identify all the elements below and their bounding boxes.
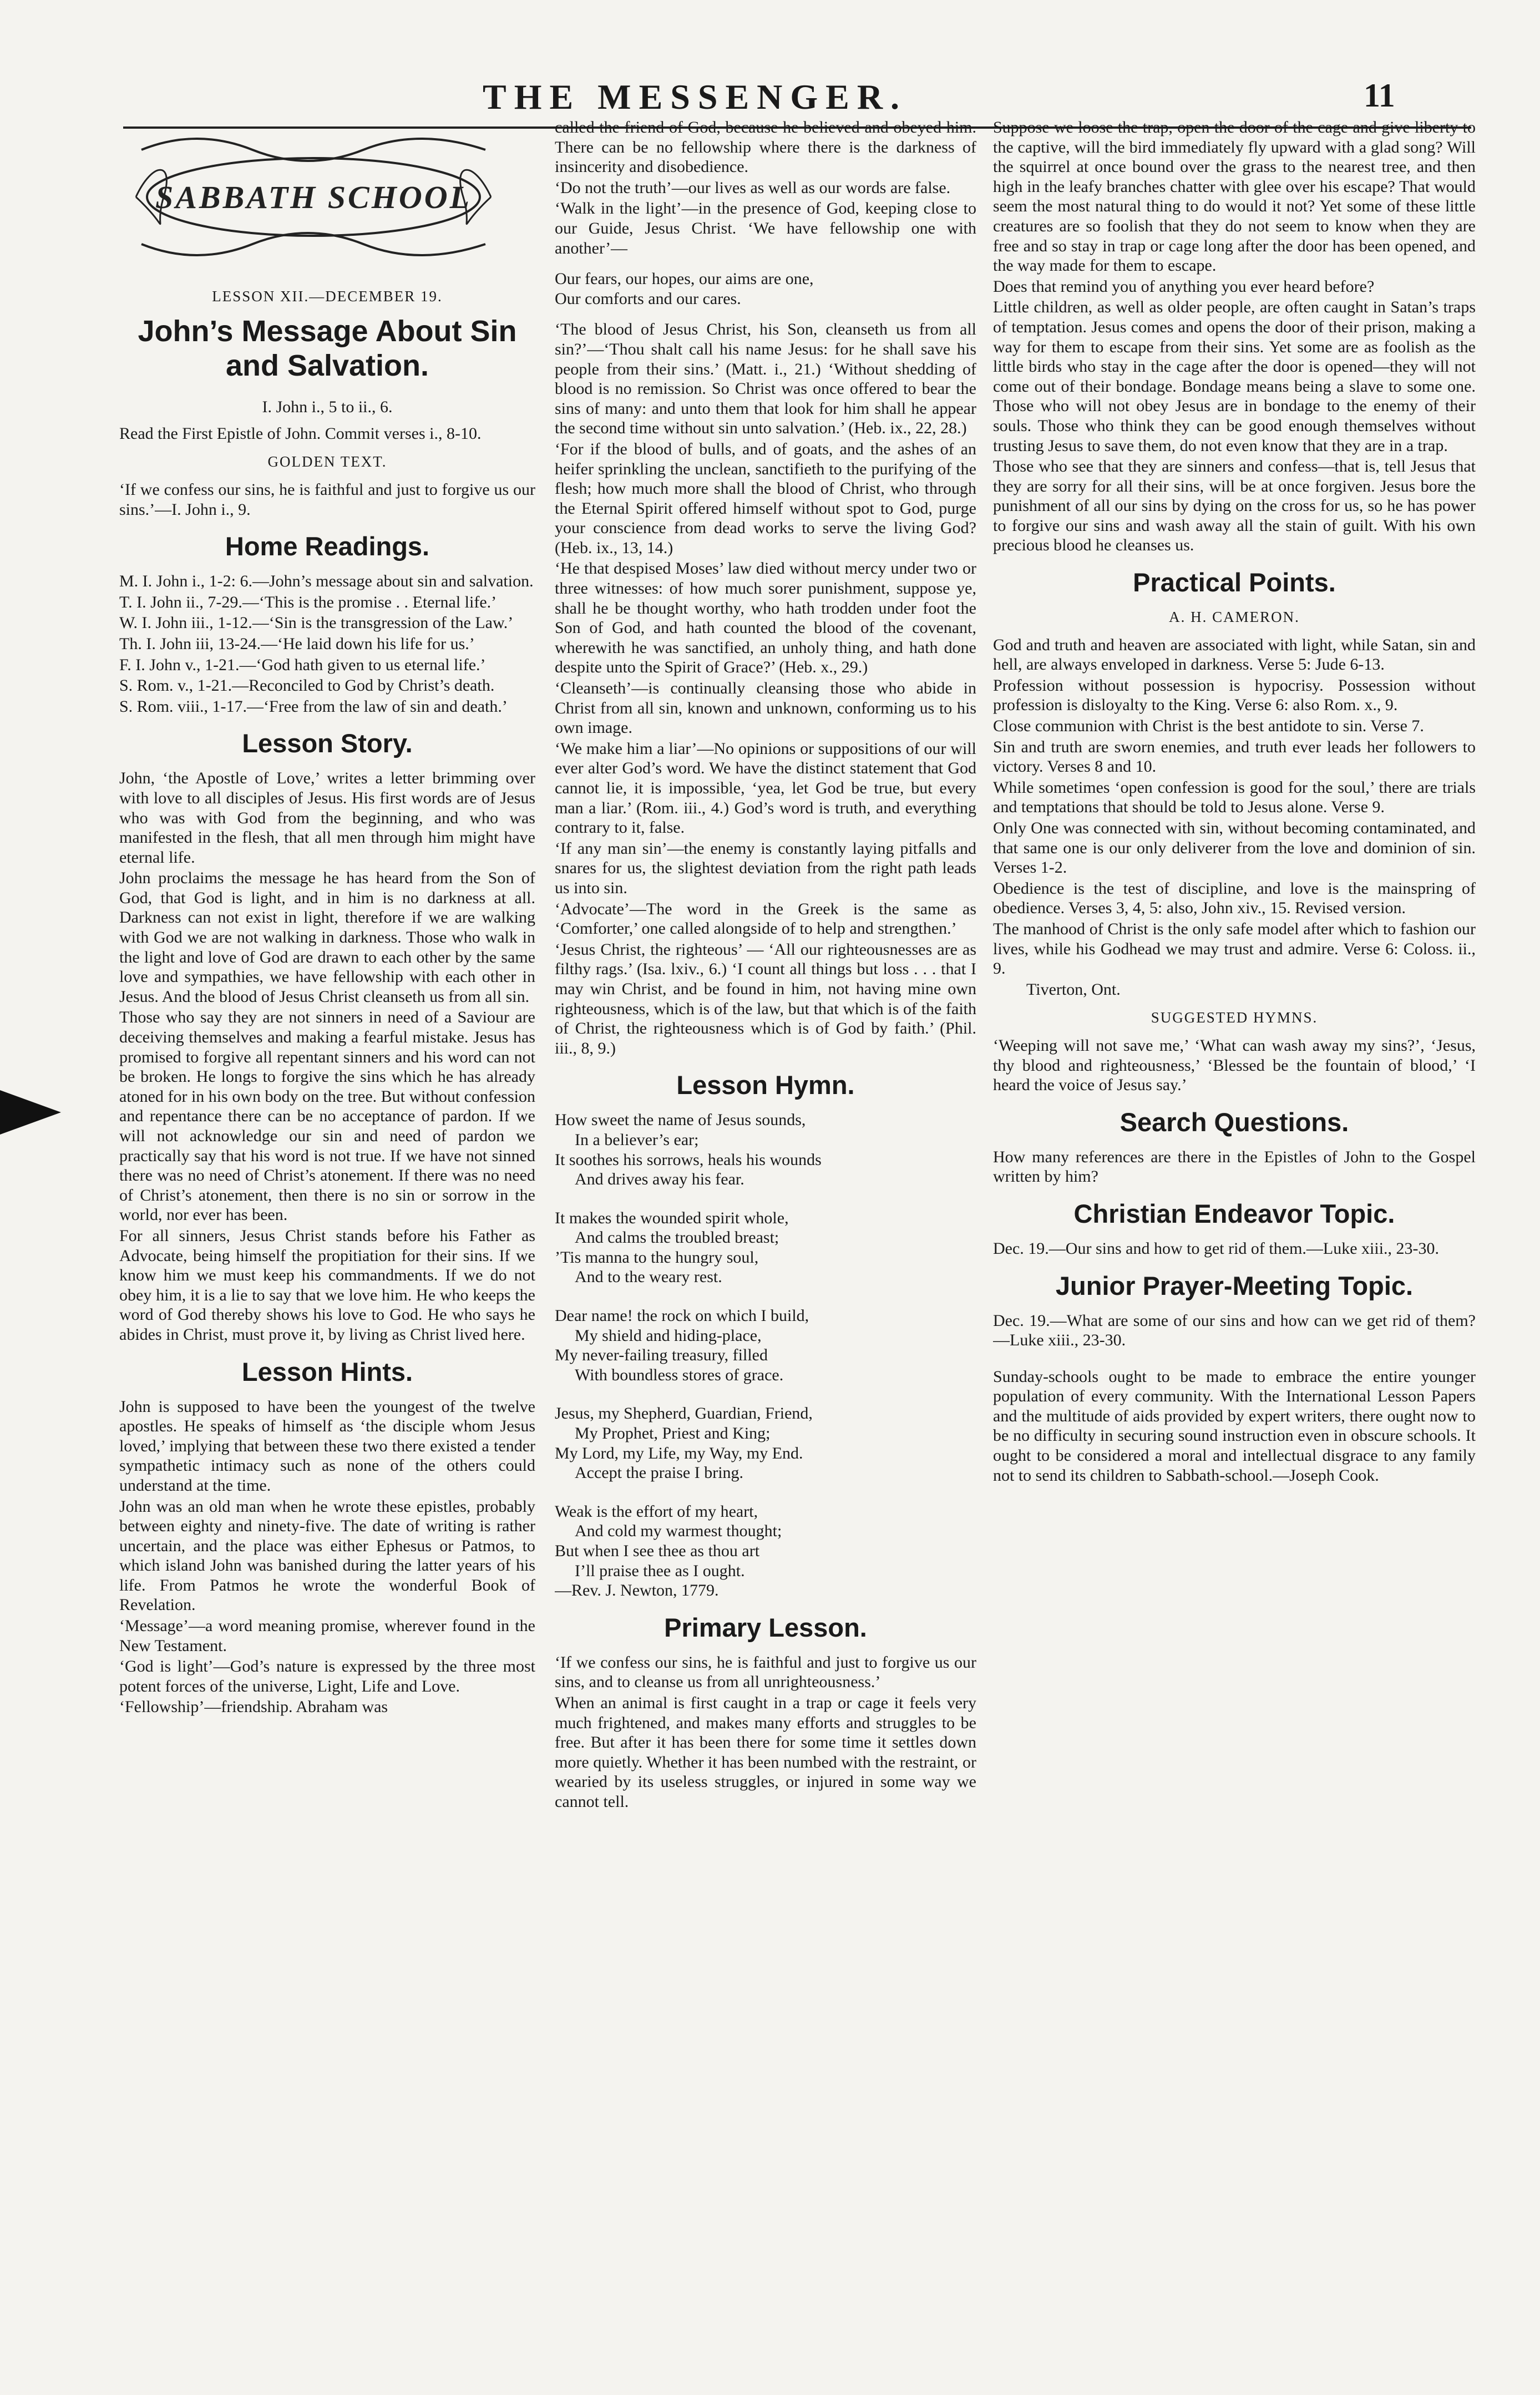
practical-point: Only One was connected with sin, without becoming contaminated, and that same one is our only deliverer from the love and dominion of sin. Verses 1-2. [993,819,1476,877]
closing-paragraph: Sunday-schools ought to be made to embrace the entire younger population of every community. With the International Lesson Papers and the multitude of aids provided by expert writers, there ought now to be no difficulty in securing sound instruction even in obscure schools. It ought to be considered a moral and intellectual disgrace to any family not to send its children to Sabbath-school.—Joseph Cook. [993,1367,1476,1485]
hymn-author: —Rev. J. Newton, 1779. [555,1581,719,1600]
hint-paragraph: ‘Fellowship’—friendship. Abraham was [119,1698,388,1716]
hymn-stanza: Weak is the effort of my heart, And cold my warmest thought; But when I see thee as thou art I’ll praise thee as I ought. [555,1502,782,1580]
christian-endeavor-topic: Dec. 19.—Our sins and how to get rid of them.—Luke xiii., 23-30. [993,1239,1440,1258]
practical-points-heading: Practical Points. [1133,568,1336,598]
practical-point: God and truth and heaven are associated with light, while Satan, sin and hell, are always enveloped in darkness. Verse 5: Jude 6-13. [993,635,1476,674]
lesson-title: John’s Message About Sin and Salvation. [138,315,517,383]
page-number: 11 [1364,77,1395,114]
hint-paragraph: John was an old man when he wrote these epistles, probably between eighty and ninety-five. The date of writing is rather uncertain, and the place was either Ephesus or Patmos, to which island John was banished during the latter years of his life. From Patmos he wrote the wonderful Book of Revelation. [119,1497,535,1614]
primary-lesson-heading: Primary Lesson. [664,1612,867,1642]
reading-item: S. Rom. v., 1-21.—Reconciled to God by Christ’s death. [119,676,495,695]
hint-paragraph: ‘Message’—a word meaning promise, wherever found in the New Testament. [119,1617,535,1655]
hint-paragraph: ‘Cleanseth’—is continually cleansing those who abide in Christ from all sin, known and unknown, conforming us to his own image. [555,679,976,737]
hymn-stanza: Jesus, my Shepherd, Guardian, Friend, My Prophet, Priest and King; My Lord, my Life, my Way, my End. Accept the praise I bring. [555,1404,813,1482]
practical-point: Sin and truth are sworn enemies, and truth ever leads her followers to victory. Verses 8 and 10. [993,737,1476,776]
story-paragraph: For all sinners, Jesus Christ stands before his Father as Advocate, being himself the propitiation for their sins. If we know him we must keep his commandments. If we do not obey him, it is a lie to say that we love him. He who keeps the word of God thereby shows his love to God. He who says he abides in Christ, must prove it, by living as Christ lived here. [119,1226,535,1344]
svg-text:SABBATH SCHOOL: SABBATH SCHOOL [155,179,472,215]
hint-paragraph: ‘The blood of Jesus Christ, his Son, cleanseth us from all sin?’—‘Thou shalt call his name Jesus: for he shall save his people from their sins.’ (Matt. i., 21.) ‘Without shedding of blood is no remission. So Christ was once offered to bear the sins of many: and unto them that look for him shall he appear the second time without sin unto salvation.’ (Heb. ix., 22, 28.) [555,320,976,438]
practical-point: The manhood of Christ is the only safe model after which to fashion our lives, while his Godhead we may trust and admire. Verse 6: Coloss. ii., 9. [993,919,1476,978]
lesson-hints-heading: Lesson Hints. [241,1356,413,1386]
reading-item: W. I. John iii., 1-12.—‘Sin is the transgression of the Law.’ [119,614,514,632]
lesson-story-heading: Lesson Story. [242,728,413,758]
hint-paragraph: ‘If any man sin’—the enemy is constantly laying pitfalls and snares for us, the slightest deviation from the right path leads us into sin. [555,839,976,897]
hint-paragraph: ‘For if the blood of bulls, and of goats, and the ashes of an heifer sprinkling the unclean, sanctifieth to the purifying of the flesh; how much more shall the blood of Christ, who through the Eternal Spirit offered himself without spot to God, purge your conscience from dead works to serve the living God? (Heb. ix., 13, 14.) [555,439,976,557]
scripture-reference: I. John i., 5 to ii., 6. [262,398,393,417]
newspaper-title: THE MESSENGER. [483,77,908,117]
column-3 [993,118,1476,1486]
hint-paragraph: ‘He that despised Moses’ law died without mercy under two or three witnesses: of how much sorer punishment, suppose ye, shall he be thought worthy, who hath trodden under foot the Son of God, and hath counted the blood of the covenant, wherewith he was sanctified, an unholy thing, and hath done despite unto the Spirit of Grace?’ (Heb. x., 29.) [555,559,976,677]
verse-quote: Our fears, our hopes, our aims are one, Our comforts and our cares. [555,270,814,308]
practical-place: Tiverton, Ont. [1026,980,1121,999]
sabbath-school-logo [130,128,497,266]
hint-paragraph: ‘Walk in the light’—in the presence of God, keeping close to our Guide, Jesus Christ. ‘We have fellowship one with another’— [555,199,976,257]
primary-paragraph: When an animal is first caught in a trap or cage it feels very much frightened, and makes many efforts and struggles to be free. But after it has been there for some time it settles down more quietly. Whether it has been numbed with the restraint, or wearied by its useless struggles, or injured in some way we cannot tell. [555,1693,976,1811]
suggested-hymns-heading: SUGGESTED HYMNS. [1151,1009,1318,1026]
story-paragraph: Those who say they are not sinners in need of a Saviour are deceiving themselves and making a fearful mistake. Jesus has promised to forgive all repentant sinners and his word can not be broken. He longs to forgive the sins which he has already atoned for in his own body on the tree. But without confession and repentance there can be no acceptance of pardon. If we will not acknowledge our sin and need of pardon we practically say that his word is not true. If we have not sinned there was no need of Christ’s atonement. If there was no need of Christ’s atonement, then there is no sin or sorrow in the world, nor ever has been. [119,1008,535,1224]
primary-paragraph: ‘If we confess our sins, he is faithful and just to forgive us our sins, and to cleanse us from all unrighteousness.’ [555,1653,976,1692]
suggested-hymns: ‘Weeping will not save me,’ ‘What can wash away my sins?’, ‘Jesus, thy blood and righteousness,’ ‘Blessed be the fountain of blood,’ ‘I heard the voice of Jesus say.’ [993,1036,1476,1095]
practical-author: A. H. CAMERON. [1169,609,1300,626]
story-paragraph: John proclaims the message he has heard from the Son of God, that God is light, and in him is no darkness at all. Darkness can not exist in light, therefore if we are walking with God we are not walking in darkness. Those who walk in the light and love of God are drawn to each other by the same love and sympathies, we have fellowship with each other in Jesus. And the blood of Jesus Christ cleanseth us from all sin. [119,869,535,1006]
reading-item: F. I. John v., 1-21.—‘God hath given to us eternal life.’ [119,655,486,674]
practical-point: Close communion with Christ is the best antidote to sin. Verse 7. [993,717,1424,736]
hint-paragraph: ‘God is light’—God’s nature is expressed by the three most potent forces of the universe, Light, Life and Love. [119,1657,535,1695]
home-readings-list [119,571,535,716]
hint-paragraph: ‘We make him a liar’—No opinions or suppositions of our will ever alter God’s word. We have the distinct statement that God cannot lie, it is impossible, ‘yea, let God be true, but every man a liar.’ (Rom. iii., 4.) God’s word is truth, and everything contrary to it, false. [555,739,976,837]
lesson-hymn-heading: Lesson Hymn. [676,1070,855,1100]
practical-point: While sometimes ‘open confession is good for the soul,’ there are trials and temptations that should be told to Jesus alone. Verse 9. [993,778,1476,817]
hint-paragraph: John is supposed to have been the youngest of the twelve apostles. He speaks of himself as ‘the disciple whom Jesus loved,’ implying that between these two there existed a tender sympathetic intimacy such as none of the others could understand at the time. [119,1397,535,1495]
christian-endeavor-heading: Christian Endeavor Topic. [1073,1198,1395,1228]
primary-paragraph: Those who see that they are sinners and confess—that is, tell Jesus that they are sorry for all their sins, will be at once forgiven. Jesus bore the punishment of all our sins by dying on the cross for us, so he has power to forgive our sins and wash away all the stain of guilt. With his own precious blood he cleanses us. [993,457,1476,555]
practical-point: Obedience is the test of discipline, and love is the mainspring of obedience. Verses 3, 4, 5: also, John xiv., 15. Revised version. [993,879,1476,918]
golden-text: ‘If we confess our sins, he is faithful and just to forgive us our sins.’—I. John i., 9. [119,480,535,519]
story-paragraph: John, ‘the Apostle of Love,’ writes a letter brimming over with love to all disciples of Jesus. His first words are of Jesus who was with God from the beginning, and who was manifested in the flesh, that all men through him might have eternal life. [119,769,535,867]
reading-item: S. Rom. viii., 1-17.—‘Free from the law of sin and death.’ [119,697,508,716]
hint-paragraph: ‘Jesus Christ, the righteous’ — ‘All our righteousnesses are as filthy rags.’ (Isa. lxiv., 6.) ‘I count all things but loss . . . that I may win Christ, and be found in him, not having mine own righteousness, which is of the law, but that which is of the faith of Christ, the righteousness which is of God by faith.’ (Phil. iii., 8, 9.) [555,940,976,1057]
hymn-stanza: How sweet the name of Jesus sounds, In a believer’s ear; It soothes his sorrows, heals his wounds And drives away his fear. [555,1111,822,1189]
reading-item: T. I. John ii., 7-29.—‘This is the promise . . Eternal life.’ [119,593,497,611]
hymn-text [555,1110,976,1600]
hymn-stanza: Dear name! the rock on which I build, My shield and hiding-place, My never-failing treasury, filled With boundless stores of grace. [555,1307,809,1384]
column-1 [119,128,535,1718]
reading-item: M. I. John i., 1-2: 6.—John’s message about sin and salvation. [119,572,534,591]
column-2 [555,118,976,1813]
margin-arrow-mark [0,1090,61,1135]
hymn-stanza: It makes the wounded spirit whole, And calms the troubled breast; ’Tis manna to the hungry soul, And to the weary rest. [555,1208,789,1287]
junior-prayer-meeting-topic: Dec. 19.—What are some of our sins and how can we get rid of them?—Luke xiii., 23-30. [993,1311,1476,1350]
golden-text-heading: GOLDEN TEXT. [267,453,387,470]
hint-paragraph: ‘Do not the truth’—our lives as well as our words are false. [555,178,951,197]
primary-paragraph: Suppose we loose the trap, open the door of the cage and give liberty to the captive, will the bird immediately fly upward with a glad song? Will the squirrel at once bound over the grass to the nearest tree, and then high in the leafy branches chatter with glee over his escape? That would seem the most natural thing to do would it not? Yet some of these little creatures are so foolish that they do not seem to know when they are free and so stay in trap or cage long after the door has been opened, and the way made for them to escape. [993,118,1476,275]
junior-prayer-meeting-heading: Junior Prayer-Meeting Topic. [1055,1270,1414,1300]
reading-item: Th. I. John iii, 13-24.—‘He laid down his life for us.’ [119,634,475,653]
read-instruction: Read the First Epistle of John. Commit verses i., 8-10. [119,424,482,443]
hint-paragraph: ‘Advocate’—The word in the Greek is the same as ‘Comforter,’ one called alongside of to help and strengthen.’ [555,899,976,938]
home-readings-heading: Home Readings. [225,531,430,561]
lesson-label: LESSON XII.—DECEMBER 19. [212,287,443,305]
hint-paragraph: called the friend of God, because he believed and obeyed him. There can be no fellowship where there is the darkness of insincerity and disobedience. [555,118,976,176]
search-questions-heading: Search Questions. [1119,1107,1349,1137]
search-questions: How many references are there in the Epistles of John to the Gospel written by him? [993,1147,1476,1186]
practical-point: Profession without possession is hypocrisy. Possession without profession is disloyalty to the King. Verse 6: also Rom. x., 9. [993,676,1476,715]
primary-paragraph: Little children, as well as older people, are often caught in Satan’s traps of temptation. Jesus comes and opens the door of their prison, making a way for them to escape from their sins. Yet some are as foolish as the little birds who stay in the cage after the door is opened—they will not come out of their bondage. Bondage means being a slave to some one. Those who will not obey Jesus are in bondage to the enemy of their souls. Those who think they can be good enough themselves without trusting Jesus to save them, do not even know that they are in a trap. [993,298,1476,455]
primary-paragraph: Does that remind you of anything you ever heard before? [993,277,1375,296]
